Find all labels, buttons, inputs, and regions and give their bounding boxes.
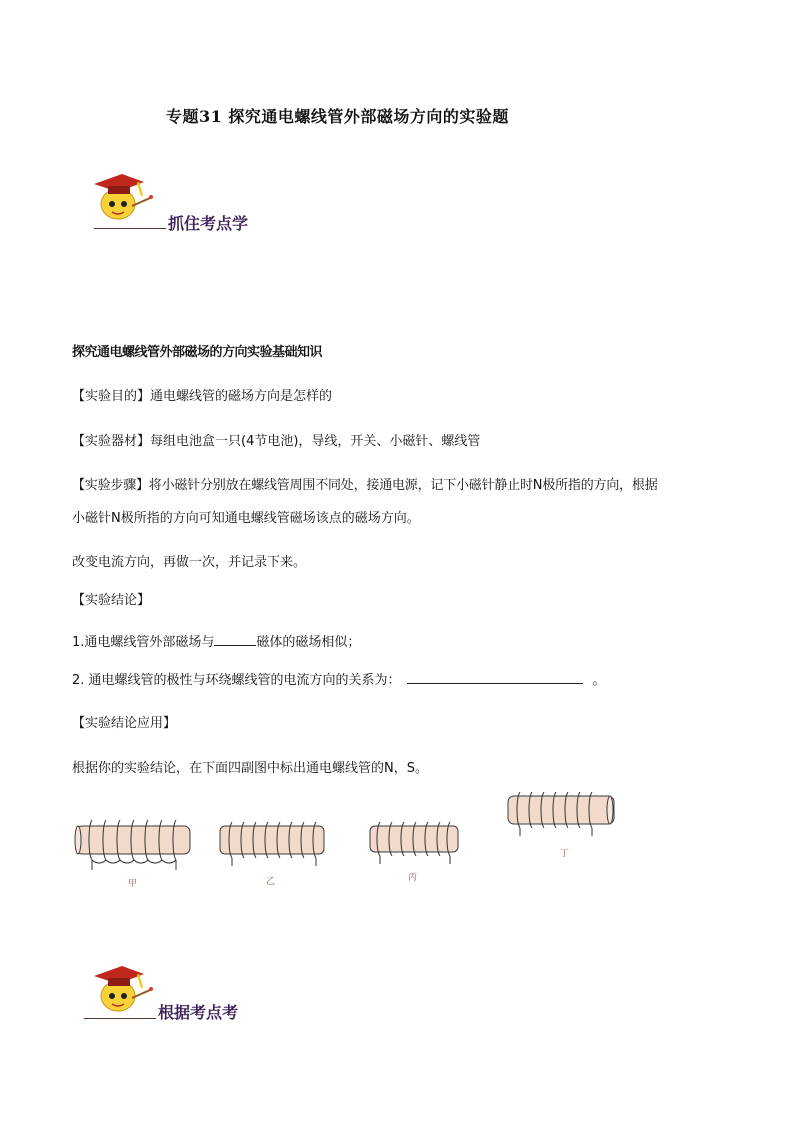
conclusion-2-before: 2. 通电螺线管的极性与环绕螺线管的电流方向的关系为： — [72, 673, 401, 688]
section2-heading: 根据考点考 — [158, 1003, 239, 1022]
application-heading: 【实验结论应用】 — [72, 716, 177, 731]
experiment-equipment: 【实验器材】每组电池盒一只(4节电池)，导线，开关、小磁针、螺线管 — [72, 434, 481, 449]
knowledge-subtitle: 探究通电螺线管外部磁场的方向实验基础知识 — [72, 345, 323, 360]
conclusion-1-after: 磁体的磁场相似； — [256, 635, 361, 650]
conclusion-1-before: 1.通电螺线管外部磁场与 — [72, 635, 215, 650]
experiment-steps-line1: 【实验步骤】将小磁针分别放在螺线管周围不同处，接通电源，记下小磁针静止时N极所指的方向，根据 — [72, 478, 658, 493]
figure-caption-bing: 丙 — [408, 873, 418, 883]
conclusion-1-blank[interactable] — [214, 645, 256, 646]
solenoid-figure-yi — [216, 816, 328, 868]
application-text: 根据你的实验结论，在下面四副图中标出通电螺线管的N，S。 — [72, 761, 428, 776]
experiment-steps-line2: 小磁针N极所指的方向可知通电螺线管磁场该点的磁场方向。 — [72, 511, 420, 526]
solenoid-figure-bing — [366, 818, 462, 866]
section1-heading: 抓住考点学 — [168, 214, 249, 233]
section1-underline — [94, 228, 166, 229]
solenoid-figure-jia — [70, 812, 198, 874]
mascot-icon — [88, 168, 158, 228]
conclusion-2 — [72, 669, 606, 688]
figure-caption-yi: 乙 — [266, 877, 276, 887]
conclusion-2-after: 。 — [592, 673, 606, 688]
figure-caption-ding: 丁 — [560, 849, 570, 859]
experiment-purpose: 【实验目的】通电螺线管的磁场方向是怎样的 — [72, 389, 333, 404]
solenoid-figure-ding — [502, 788, 620, 840]
figure-caption-jia: 甲 — [128, 879, 138, 889]
conclusion-heading: 【实验结论】 — [72, 593, 151, 608]
mascot-icon-2 — [88, 960, 158, 1020]
page-title: 专题31 探究通电螺线管外部磁场方向的实验题 — [166, 107, 509, 126]
conclusion-1 — [72, 631, 360, 650]
section2-underline — [84, 1018, 156, 1019]
conclusion-2-blank[interactable] — [407, 683, 583, 684]
experiment-steps-repeat: 改变电流方向，再做一次，并记录下来。 — [72, 555, 307, 570]
